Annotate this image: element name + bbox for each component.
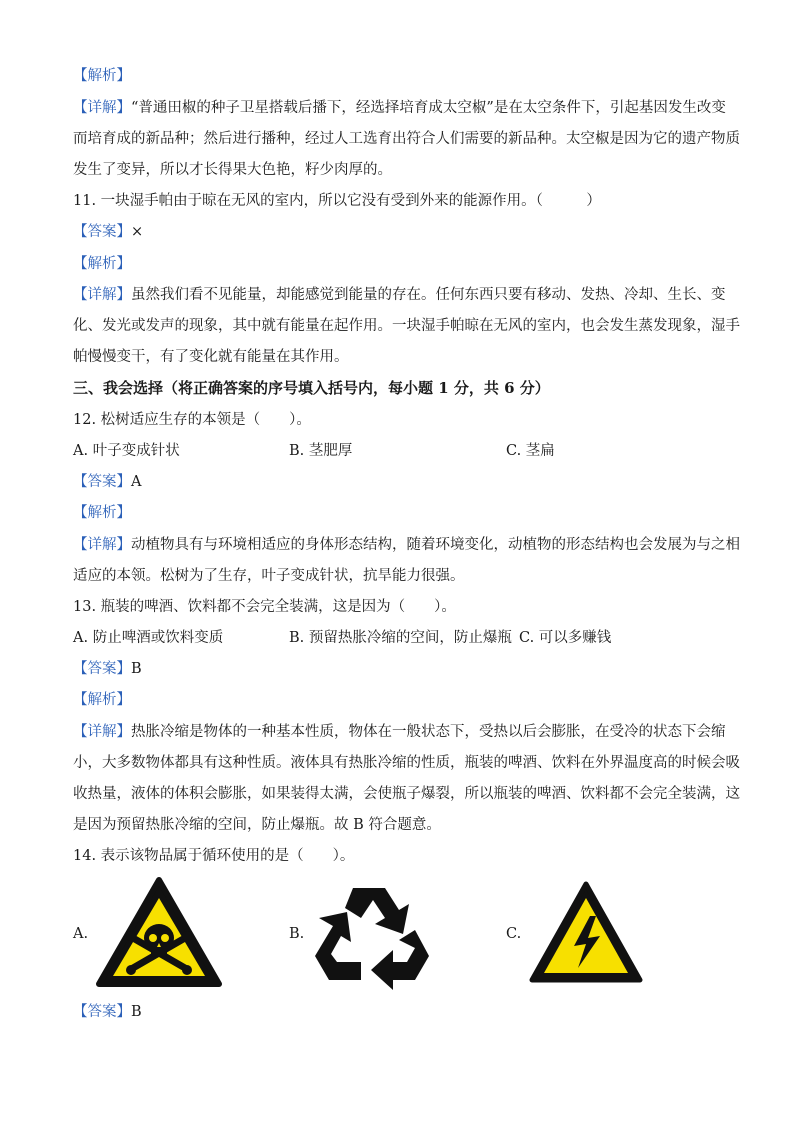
analysis-label: 【解析】 bbox=[73, 505, 131, 521]
answer-line: 【答案】A bbox=[73, 474, 142, 490]
option-c: C. bbox=[506, 926, 522, 942]
detail-line: 【详解】动植物具有与环境相适应的身体形态结构，随着环境变化，动植物的形态结构也会发展为与之相 bbox=[73, 537, 740, 553]
section-heading: 三、我会选择（将正确答案的序号填入括号内，每小题 1 分，共 6 分） bbox=[73, 379, 550, 397]
detail-line: 收热量，液体的体积会膨胀，如果装得太满，会使瓶子爆裂，所以瓶装的啤酒、饮料都不会完全装满，这 bbox=[73, 786, 740, 802]
answer-line: 【答案】B bbox=[73, 661, 142, 677]
question-13: 13. 瓶装的啤酒、饮料都不会完全装满，这是因为（ ）。 bbox=[73, 599, 456, 615]
question-11: 11. 一块湿手帕由于晾在无风的室内，所以它没有受到外来的能源作用。（ ） bbox=[73, 193, 601, 209]
analysis-label: 【解析】 bbox=[73, 256, 131, 272]
answer-line: 【答案】B bbox=[73, 1004, 142, 1020]
detail-line: 而培育成的新品种；然后进行播种，经过人工选育出符合人们需要的新品种。太空椒是因为它的遗产物质 bbox=[73, 131, 740, 147]
detail-line: 小，大多数物体都具有这种性质。液体具有热胀冷缩的性质，瓶装的啤酒、饮料在外界温度高的时候会吸 bbox=[73, 755, 740, 771]
detail-line: 化、发光或发声的现象，其中就有能量在起作用。一块湿手帕晾在无风的室内，也会发生蒸发现象，湿手 bbox=[73, 318, 740, 334]
high-voltage-icon bbox=[528, 880, 644, 988]
option-a: A. 防止啤酒或饮料变质 bbox=[73, 630, 224, 646]
toxic-warning-icon bbox=[95, 876, 223, 992]
detail-line: 【详解】“普通田椒的种子卫星搭载后播下，经选择培育成太空椒”是在太空条件下，引起基因发生改变 bbox=[73, 100, 726, 116]
question-14: 14. 表示该物品属于循环使用的是（ ）。 bbox=[73, 848, 355, 864]
detail-line: 适应的本领。松树为了生存，叶子变成针状，抗旱能力很强。 bbox=[73, 568, 465, 584]
option-c: C. 可以多赚钱 bbox=[519, 630, 612, 646]
analysis-label: 【解析】 bbox=[73, 68, 131, 84]
option-b: B. 预留热胀冷缩的空间，防止爆瓶 bbox=[289, 630, 512, 646]
recycle-icon bbox=[311, 878, 433, 994]
analysis-label: 【解析】 bbox=[73, 692, 131, 708]
detail-line: 【详解】热胀冷缩是物体的一种基本性质，物体在一般状态下，受热以后会膨胀，在受冷的状态下会缩 bbox=[73, 724, 726, 740]
option-b: B. bbox=[289, 926, 305, 942]
option-b: B. 茎肥厚 bbox=[289, 443, 353, 459]
option-c: C. 茎扁 bbox=[506, 443, 555, 459]
detail-line: 【详解】虽然我们看不见能量，却能感觉到能量的存在。任何东西只要有移动、发热、冷却、生长、变 bbox=[73, 287, 726, 303]
answer-line: 【答案】× bbox=[73, 224, 144, 240]
question-12: 12. 松树适应生存的本领是（ ）。 bbox=[73, 412, 311, 428]
option-a: A. 叶子变成针状 bbox=[73, 443, 180, 459]
detail-line: 是因为预留热胀冷缩的空间，防止爆瓶。故 B 符合题意。 bbox=[73, 817, 441, 833]
option-a: A. bbox=[73, 926, 89, 942]
detail-line: 发生了变异，所以才长得果大色艳，籽少肉厚的。 bbox=[73, 162, 392, 178]
detail-line: 帕慢慢变干，有了变化就有能量在其作用。 bbox=[73, 349, 349, 365]
